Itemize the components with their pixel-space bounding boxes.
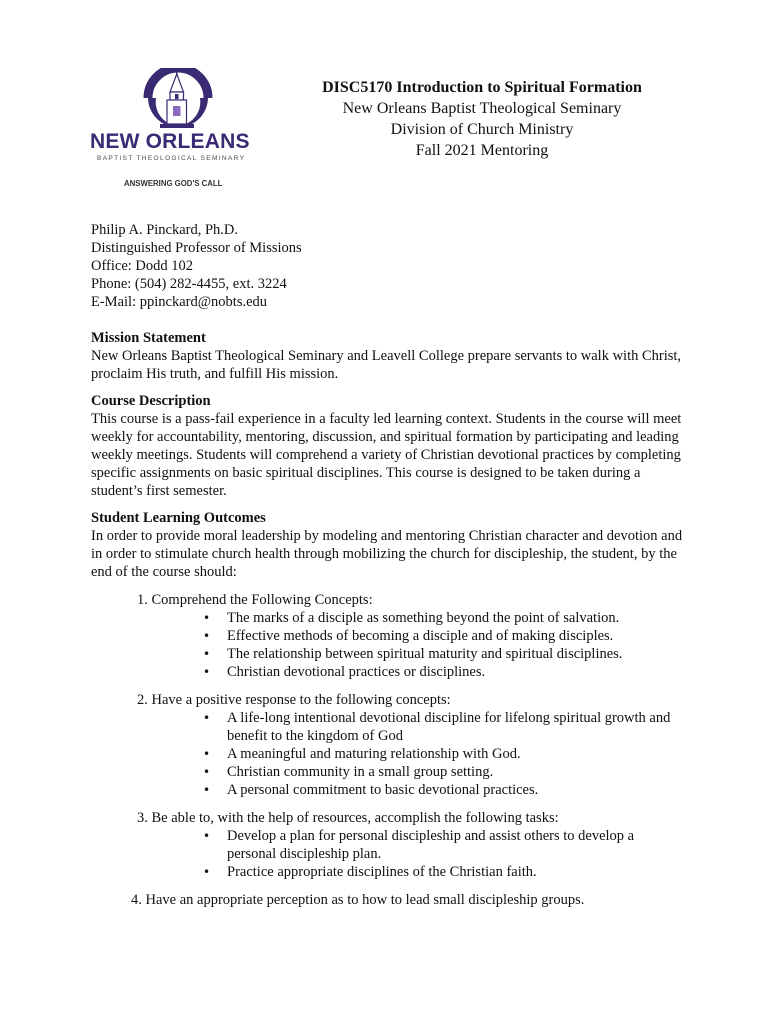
- list-item: • A personal commitment to basic devotional practices.: [91, 781, 683, 799]
- list-item: • The relationship between spiritual maturity and spiritual disciplines.: [91, 645, 683, 663]
- mission-text: New Orleans Baptist Theological Seminary and Leavell College prepare servants to walk with Christ, proclaim His truth, and fulfill His mission.: [91, 348, 682, 382]
- chapel-steeple-icon: [90, 68, 265, 130]
- logo-tagline: ANSWERING GOD'S CALL: [124, 179, 223, 188]
- list-item: • Practice appropriate disciplines of the Christian faith.: [91, 863, 683, 881]
- instructor-contact: [91, 221, 302, 311]
- mission-section: [91, 329, 683, 383]
- instructor-email: E-Mail: ppinckard@nobts.edu: [91, 294, 268, 310]
- course-description-heading: Course Description: [91, 393, 211, 409]
- outcome-bullets: [91, 609, 683, 681]
- course-description-section: [91, 392, 683, 500]
- syllabus-body: [91, 329, 683, 919]
- outcome-2: [91, 691, 683, 799]
- list-item: • Christian community in a small group setting.: [91, 763, 683, 781]
- outcome-bullets: [91, 827, 683, 881]
- seminary-logo: [90, 68, 265, 198]
- header-term: Fall 2021 Mentoring: [415, 142, 549, 159]
- list-item: • Develop a plan for personal discipleship and assist others to develop a personal discipleship plan.: [91, 827, 683, 863]
- outcomes-heading: Student Learning Outcomes: [91, 510, 266, 526]
- header-institution: New Orleans Baptist Theological Seminary: [342, 100, 622, 117]
- course-description-text: This course is a pass-fail experience in a faculty led learning context. Students in the course will meet weekly for accountability, mentoring, discussion, and spiritual formation by participating and leading weekly meetings. Students will comprehend a variety of Christian devotional practices by completing specific assignments on basic spiritual disciplines. This course is designed to be taken during a student’s first semester.: [91, 411, 682, 499]
- instructor-position: Distinguished Professor of Missions: [91, 240, 302, 256]
- logo-subtitle: BAPTIST THEOLOGICAL SEMINARY: [97, 155, 246, 162]
- outcome-label: 4. Have an appropriate perception as to how to lead small discipleship groups.: [131, 892, 585, 908]
- outcome-label: 2. Have a positive response to the following concepts:: [137, 692, 451, 708]
- outcomes-section: [91, 509, 683, 909]
- mission-heading: Mission Statement: [91, 330, 206, 346]
- list-item: • A meaningful and maturing relationship with God.: [91, 745, 683, 763]
- outcome-4: [91, 891, 683, 909]
- outcome-1: [91, 591, 683, 681]
- list-item: • Christian devotional practices or disciplines.: [91, 663, 683, 681]
- list-item: • The marks of a disciple as something beyond the point of salvation.: [91, 609, 683, 627]
- course-title: DISC5170 Introduction to Spiritual Formation: [322, 79, 642, 96]
- course-header: [270, 77, 694, 161]
- outcome-bullets: [91, 709, 683, 799]
- outcome-3: [91, 809, 683, 881]
- outcome-label: 3. Be able to, with the help of resources, accomplish the following tasks:: [137, 810, 559, 826]
- instructor-office: Office: Dodd 102: [91, 258, 194, 274]
- instructor-phone: Phone: (504) 282-4455, ext. 3224: [91, 276, 287, 292]
- list-item: • A life-long intentional devotional discipline for lifelong spiritual growth and benefit to the kingdom of God: [91, 709, 683, 745]
- header-division: Division of Church Ministry: [390, 121, 574, 138]
- outcome-label: 1. Comprehend the Following Concepts:: [137, 592, 373, 608]
- instructor-name: Philip A. Pinckard, Ph.D.: [91, 222, 239, 238]
- logo-title: NEW ORLEANS: [90, 130, 250, 153]
- list-item: • Effective methods of becoming a disciple and of making disciples.: [91, 627, 683, 645]
- outcomes-intro: In order to provide moral leadership by modeling and mentoring Christian character and devotion and in order to stimulate church health through mobilizing the church for discipleship, the student, by the end of the course should:: [91, 528, 683, 580]
